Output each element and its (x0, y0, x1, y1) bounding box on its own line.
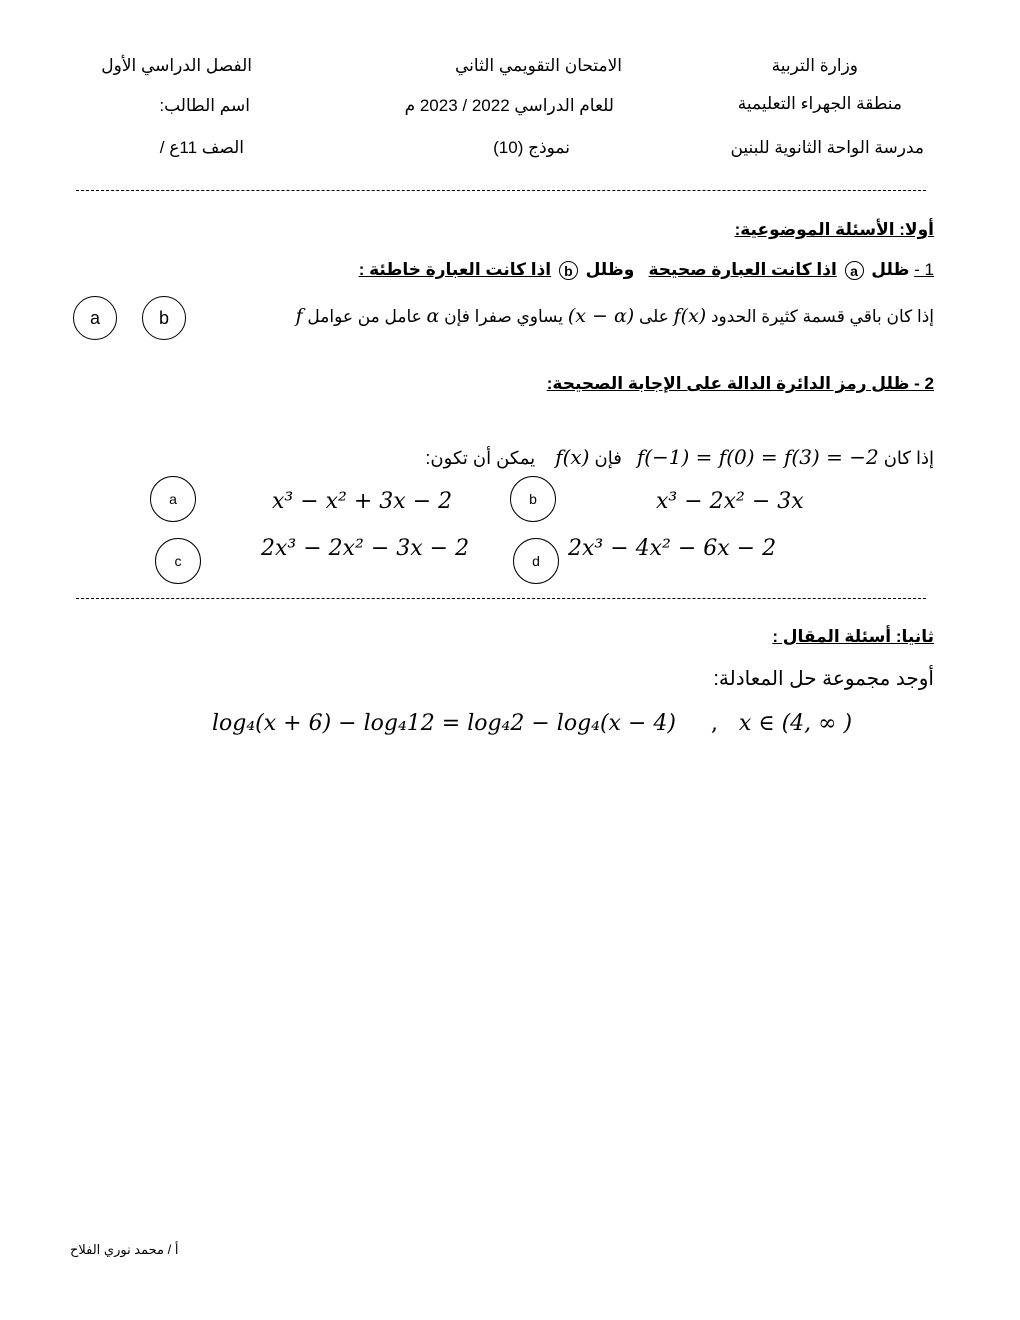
q2-option-c-expr (261, 536, 469, 561)
header-ministry: وزارة التربية (771, 56, 858, 75)
q1-option-a[interactable]: a (73, 296, 117, 340)
q1-statement (296, 305, 934, 327)
header-region: منطقة الجهراء التعليمية (737, 94, 902, 113)
q2-condition: f(−1) = f(0) = f(3) = −2 (636, 445, 879, 469)
q2-if: إذا كان (883, 448, 934, 468)
q2-title: 2 - ظلل رمز الدائرة الدالة على الإجابة الصحيحة: (546, 374, 934, 393)
section2-instruction: أوجد مجموعة حل المعادلة: (713, 668, 934, 690)
q1-fx: f(x) (673, 305, 707, 327)
q1-if-true: اذا كانت العبارة صحيحة (648, 260, 837, 279)
header-model: نموذج (10) (493, 138, 570, 157)
q2-fx: f(x) (555, 445, 590, 469)
q1-if-false: اذا كانت العبارة خاطئة : (358, 260, 552, 279)
section2-title: ثانيا: أسئلة المقال : (772, 627, 934, 646)
header-exam-title: الامتحان التقويمي الثاني (455, 56, 622, 75)
q1-divisor: (x − α) (567, 305, 635, 327)
q2-option-d-expr (568, 536, 776, 561)
section-divider (76, 598, 926, 599)
q1-inline-circle-b: b (559, 261, 578, 280)
q2-can-be: يمكن أن تكون: (425, 448, 536, 468)
q1-inline-circle-a: a (845, 261, 864, 280)
header-divider (76, 190, 926, 191)
q1-factor-of: عامل من عوامل (307, 307, 422, 326)
q1-instruction (359, 260, 934, 280)
q1-option-b[interactable]: b (142, 296, 186, 340)
q2-option-b-circle[interactable]: b (510, 476, 556, 522)
q2-statement (425, 445, 934, 469)
q2-option-c-circle[interactable]: c (155, 538, 201, 584)
section1-title: أولا: الأسئلة الموضوعية: (734, 220, 934, 239)
q2-option-a-circle[interactable]: a (150, 476, 196, 522)
q2-option-d-expr-text: 2x³ − 4x² − 6x − 2 (568, 536, 777, 561)
section2-equation: log₄(x + 6) − log₄12 = log₄2 − log₄(x − 4) (212, 711, 676, 736)
section2-equation-row: log₄(x + 6) − log₄12 = log₄2 − log₄(x − 4) , x ∈ (4, ∞ ) (212, 711, 853, 736)
q1-shade: ظلل (871, 260, 910, 279)
q2-option-d-circle[interactable]: d (513, 538, 559, 584)
header-school: مدرسة الواحة الثانوية للبنين (730, 138, 924, 157)
q1-number: 1 - (914, 260, 934, 279)
footer-author: أ / محمد نوري الفلاح (70, 1242, 179, 1257)
q1-alpha: α (426, 305, 440, 327)
q1-equals-zero: يساوي صفرا فإن (444, 307, 564, 326)
header-student-name: اسم الطالب: (159, 96, 250, 115)
q1-f: f (295, 305, 303, 327)
header-semester: الفصل الدراسي الأول (101, 56, 252, 75)
q2-option-a-expr (272, 489, 452, 514)
q2-option-b-expr-text: x³ − 2x² − 3x (656, 489, 804, 514)
section2-domain: x ∈ (4, ∞ ) (738, 711, 853, 736)
q2-option-b-expr (656, 489, 804, 514)
header-school-year: للعام الدراسي 2022 / 2023 م (404, 96, 614, 115)
q2-option-a-expr-text: x³ − x² + 3x − 2 (272, 489, 453, 514)
q1-and-shade: وظلل (585, 260, 635, 279)
header-class: الصف 11ع / (159, 138, 244, 157)
q1-on: على (638, 307, 669, 326)
q2-option-c-expr-text: 2x³ − 2x² − 3x − 2 (261, 536, 470, 561)
q2-then: فإن (594, 448, 622, 468)
q1-stmt-part1: إذا كان باقي قسمة كثيرة الحدود (710, 307, 934, 326)
